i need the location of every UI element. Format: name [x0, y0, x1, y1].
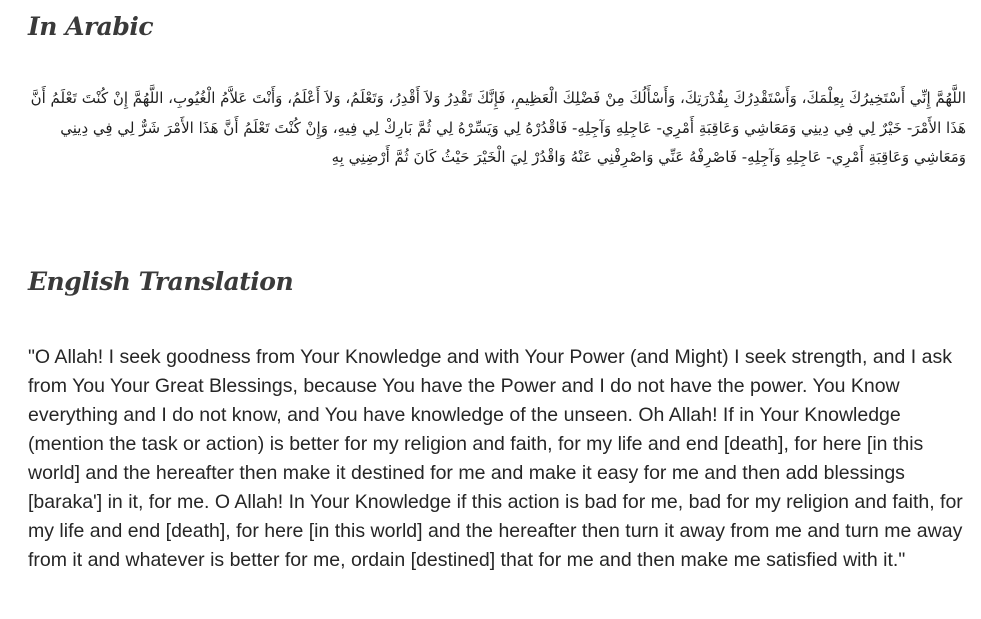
- english-translation-text: "O Allah! I seek goodness from Your Knowledge and with Your Power (and Might) I seek strength, and I ask from You Your Great Blessings, because You have the Power and I do not have the power. You Know everything and I do not know, and You have knowledge of the unseen. Oh Allah! If in Your Knowledge (mention the task or action) is better for my religion and faith, for my life and end [death], for here [in this world] and the hereafter then make it destined for me and make it easy for me and then add blessings [baraka'] in it, for me. O Allah! In Your Knowledge if this action is bad for me, bad for my religion and faith, for my life and end [death], for here [in this world] and the hereafter then turn it away from me and turn me away from it and whatever is better for me, ordain [destined] that for me and then make me satisfied with it.": [28, 346, 963, 571]
- arabic-heading: In Arabic: [28, 12, 154, 41]
- english-translation-heading: English Translation: [28, 267, 294, 296]
- arabic-dua-text: اللَّهُمَّ إِنِّي أَسْتَخِيرُكَ بِعِلْمَكَ، وَأَسْتَقْدِرُكَ بِقُدْرَتِكَ، وَأَسْأَلُكَ مِنْ فَضْلِكَ الْعَظِيمِ، فَإِنَّكَ تَقْدِرُ وَلاَ أَقْدِرُ، وَتَعْلَمُ، وَلاَ أَعْلَمُ، وَأَنْتَ عَلاَّمُ الْغُيُوبِ، اللَّهُمَّ إِنْ كُنْتَ تَعْلَمُ أَنَّ هَذَا الأَمْرَ- خَيْرٌ لِي فِي دِينِي وَمَعَاشِي وَعَاقِبَةِ أَمْرِي- عَاجِلِهِ وَآجِلِهِ- فَاقْدُرْهُ لِي وَيَسِّرْهُ لِي ثُمَّ بَارِكْ لِي فِيهِ، وَإِنْ كُنْتَ تَعْلَمُ أَنَّ هَذَا الأَمْرَ شَرٌّ لِي فِي دِينِي وَمَعَاشِي وَعَاقِبَةِ أَمْرِي- عَاجِلِهِ وَآجِلِهِ- فَاصْرِفْهُ عَنِّي وَاصْرِفْنِي عَنْهُ وَاقْدُرْ لِيَ الْخَيْرَ حَيْثُ كَانَ ثُمَّ أَرْضِنِي بِهِ: [30, 89, 966, 166]
